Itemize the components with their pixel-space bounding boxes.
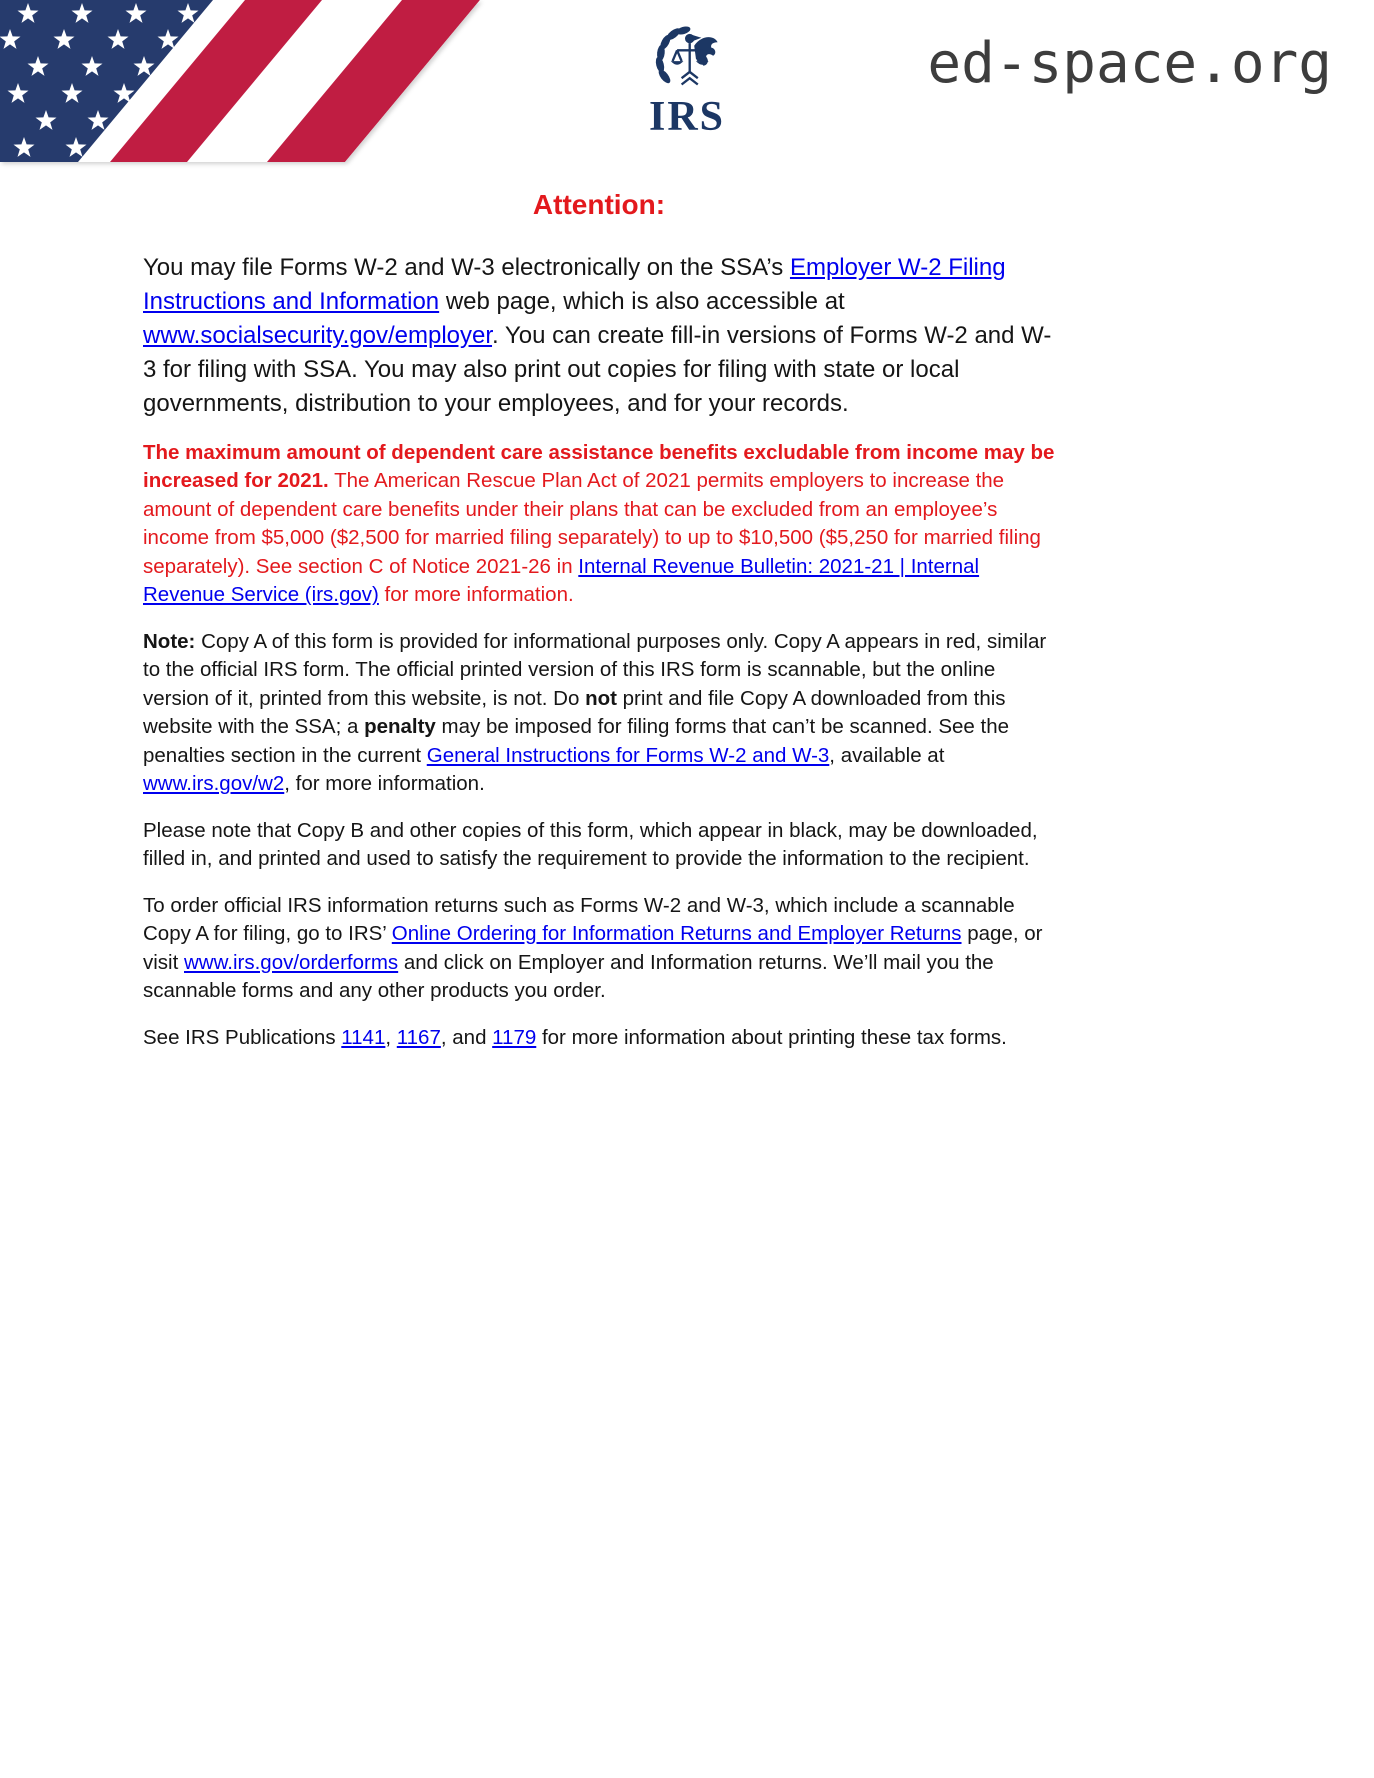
text-segment: print and file Copy A downloaded from this website with the SSA; a	[143, 686, 1006, 739]
link-publication-1167[interactable]: 1167	[396, 1025, 441, 1049]
text-segment: page, or visit	[143, 922, 1043, 974]
irs-logo-text: IRS	[648, 94, 726, 140]
us-flag-icon	[0, 0, 490, 162]
text-segment: . You can create fill-in versions of Forms W-2 and W-3 for filing with SSA. You may also print out copies for filing with state or local governments, distribution to your employees, and for your records.	[143, 321, 1052, 417]
text-segment: The American Rescue Plan Act of 2021 permits employers to increase the amount of dependent care benefits under their plans that can be excluded from an employee’s income from $5,000 ($2,500 for married filing separately) to up to $10,500 ($5,250 for married filing separately). See section C of Notice 2021-26 in	[143, 469, 1041, 578]
text-segment: not	[585, 686, 617, 710]
text-segment: ,	[385, 1025, 397, 1049]
link-employer-w2-filing-instructions[interactable]: Employer W-2 Filing Instructions and Information	[143, 253, 1006, 315]
text-segment: See IRS Publications	[143, 1025, 342, 1049]
text-segment: and click on Employer and Information returns. We’ll mail you the scannable forms and any other products you order.	[143, 950, 994, 1003]
order-forms-paragraph	[143, 892, 1055, 1006]
site-wordmark: ed-space.org	[927, 31, 1332, 96]
copy-b-note-paragraph	[143, 817, 1055, 874]
text-segment: To order official IRS information returns such as Forms W-2 and W-3, which include a scannable Copy A for filing, go to IRS’	[143, 893, 1015, 946]
publications-paragraph	[143, 1024, 1055, 1053]
text-segment: may be imposed for filing forms that can’t be scanned. See the penalties section in the current	[143, 715, 1010, 767]
text-segment: The maximum amount of dependent care assistance benefits excludable from income may be increased for 2021.	[143, 440, 1055, 493]
attention-heading: Attention:	[532, 189, 666, 220]
text-segment: , and	[440, 1025, 493, 1049]
irs-eagle-icon	[650, 26, 724, 98]
intro-paragraph	[143, 251, 1055, 421]
text-segment: web page, which is also accessible at	[439, 287, 845, 315]
note-label: Note:	[143, 629, 196, 653]
link-general-instructions-w2-w3[interactable]: General Instructions for Forms W-2 and W-3	[426, 743, 830, 767]
text-segment: , available at	[829, 743, 945, 767]
link-publication-1179[interactable]: 1179	[492, 1025, 537, 1049]
link-irs-gov-orderforms[interactable]: www.irs.gov/orderforms	[184, 950, 399, 974]
link-irs-gov-w2[interactable]: www.irs.gov/w2	[143, 772, 285, 796]
text-segment: Please note that Copy B and other copies of this form, which appear in black, may be downloaded, filled in, and printed and used to satisfy the requirement to provide the information to the recipient.	[143, 818, 1038, 871]
link-publication-1141[interactable]: 1141	[341, 1025, 386, 1049]
copy-a-note-paragraph	[143, 628, 1055, 799]
irs-logo	[637, 26, 737, 138]
text-segment: Copy A of this form is provided for informational purposes only. Copy A appears in red, similar to the official IRS form. The official printed version of this IRS form is scannable, but the online version of it, printed from this website, is not. Do	[143, 629, 1047, 710]
text-segment: , for more information.	[284, 772, 485, 796]
link-socialsecurity-gov-employer[interactable]: www.socialsecurity.gov/employer	[143, 321, 493, 349]
text-segment: for more information.	[378, 583, 574, 607]
text-segment: for more information about printing these tax forms.	[536, 1025, 1007, 1049]
text-segment: You may file Forms W-2 and W-3 electronically on the SSA’s	[143, 253, 790, 281]
page-header	[0, 0, 1374, 168]
attention-notice	[143, 190, 1055, 1052]
dependent-care-notice-paragraph	[143, 439, 1055, 610]
link-internal-revenue-bulletin-2021-21[interactable]: Internal Revenue Bulletin: 2021-21 | Internal Revenue Service (irs.gov)	[143, 554, 980, 607]
link-online-ordering-information-returns[interactable]: Online Ordering for Information Returns and Employer Returns	[391, 922, 962, 946]
text-segment: penalty	[364, 715, 436, 739]
